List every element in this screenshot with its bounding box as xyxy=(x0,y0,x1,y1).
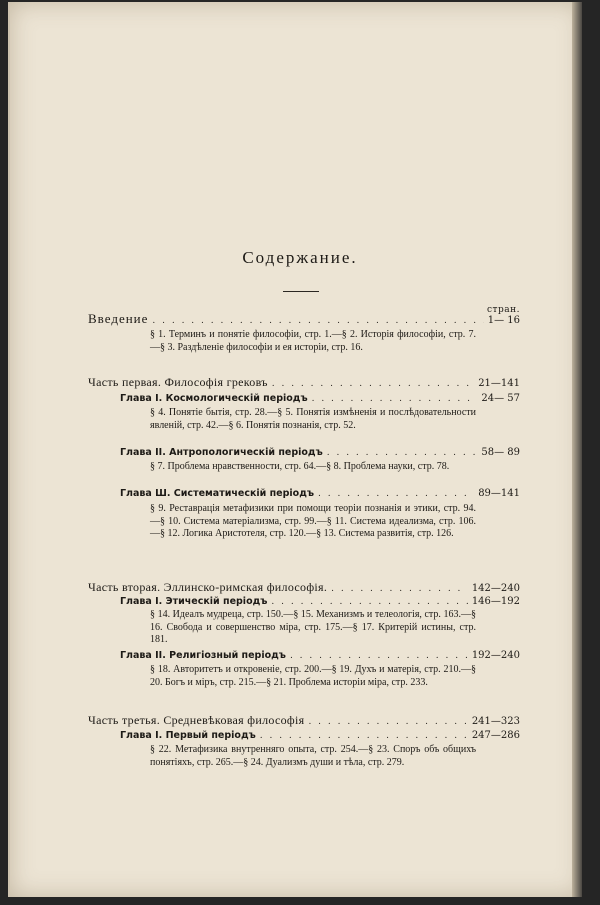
page-title: Содержание. xyxy=(242,248,358,267)
toc-entry-label: Часть вторая. Эллинско-римская философія. xyxy=(88,580,328,594)
leader-dots xyxy=(308,717,467,727)
toc-entry-label: Часть третья. Средневѣковая философія xyxy=(88,713,305,727)
toc-entry-label: Глава I. Космологическій періодъ xyxy=(120,393,308,404)
toc-entry-chapter[interactable] xyxy=(120,650,520,661)
toc-entry-description: § 7. Проблема нравственности, стр. 64.—§ 8. Проблема науки, стр. 78. xyxy=(150,461,450,472)
toc-entry-pages: 21—141 xyxy=(478,378,520,389)
leader-dots xyxy=(271,597,467,607)
page-column-label: стран. xyxy=(486,305,520,315)
leader-dots xyxy=(312,394,478,404)
toc-entry-chapter[interactable] xyxy=(120,488,520,499)
toc-entry-pages: 241—323 xyxy=(471,716,520,727)
toc-entry-pages: 89—141 xyxy=(478,488,520,499)
leader-dots xyxy=(290,651,468,661)
toc-entry-label: Глава I. Первый періодъ xyxy=(120,730,256,741)
toc-entry-pages: 58— 89 xyxy=(481,447,520,458)
toc-entry-description: § 14. Идеалъ мудреца, стр. 150.—§ 15. Механизмъ и телеологія, стр. 163.—§ 16. Свобода и совершенство міра, стр. 175.—§ 17. Критерій истины, стр. 181. xyxy=(150,609,476,646)
toc-entry-pages: 192—240 xyxy=(471,650,520,661)
toc-entry-pages: 247—286 xyxy=(471,730,520,741)
toc-entry-part-1[interactable] xyxy=(88,375,520,390)
page-edge-shadow xyxy=(572,2,582,897)
toc-entry-chapter[interactable] xyxy=(120,730,520,741)
toc-entry-intro[interactable] xyxy=(88,311,520,327)
toc-entry-label: Глава II. Антропологическій періодъ xyxy=(120,447,323,458)
toc-entry-pages: 146—192 xyxy=(471,596,520,607)
toc-entry-description: § 18. Авторитетъ и откровеніе, стр. 200.—§ 19. Духъ и матерія, стр. 210.—§ 20. Богъ и міръ, стр. 215.—§ 21. Проблема исторіи міра, стр. 233. xyxy=(150,664,476,688)
toc-entry-description: § 1. Терминъ и понятіе философіи, стр. 1.—§ 2. Исторія философіи, стр. 7.—§ 3. Раздѣленіе философіи и ея исторіи, стр. 16. xyxy=(150,329,476,353)
title-divider xyxy=(283,291,319,292)
toc-entry-pages: 142—240 xyxy=(471,583,520,594)
toc-entry-chapter[interactable] xyxy=(120,393,520,404)
leader-dots xyxy=(260,731,468,741)
leader-dots xyxy=(318,489,474,499)
toc-entry-label: Глава Ш. Систематическій періодъ xyxy=(120,488,315,499)
toc-entry-label: Часть первая. Философія грековъ xyxy=(88,375,268,389)
toc-entry-pages: 24— 57 xyxy=(481,393,520,404)
toc-entry-chapter[interactable] xyxy=(120,447,520,458)
toc-entry-description: § 9. Реставрація метафизики при помощи теоріи познанія и этики, стр. 94.—§ 10. Система матеріализма, стр. 99.—§ 11. Система идеализма, стр. 106.—§ 12. Логика Аристотеля, стр. 120.—§ 13. Система развитія, стр. 126. xyxy=(150,503,476,540)
toc-entry-pages: 1— 16 xyxy=(487,315,520,326)
toc-entry-description: § 22. Метафизика внутренняго опыта, стр. 254.—§ 23. Споръ объ общихъ понятіяхъ, стр. 265.—§ 24. Дуализмъ души и тѣла, стр. 279. xyxy=(150,744,476,768)
toc-entry-label: Глава I. Этическій періодъ xyxy=(120,596,268,607)
toc-entry-part-3[interactable] xyxy=(88,713,520,728)
leader-dots xyxy=(331,584,468,594)
toc-entry-label: Введение xyxy=(88,311,149,326)
toc-entry-description: § 4. Понятіе бытія, стр. 28.—§ 5. Понятія измѣненія и послѣдовательности явленій, стр. 42.—§ 6. Понятія познанія, стр. 52. xyxy=(150,407,476,431)
leader-dots xyxy=(272,379,474,389)
toc-entry-label: Глава II. Религіозный періодъ xyxy=(120,650,286,661)
leader-dots xyxy=(327,448,478,458)
leader-dots xyxy=(152,316,483,326)
toc-entry-chapter[interactable] xyxy=(120,596,520,607)
toc-entry-part-2[interactable] xyxy=(88,580,520,595)
